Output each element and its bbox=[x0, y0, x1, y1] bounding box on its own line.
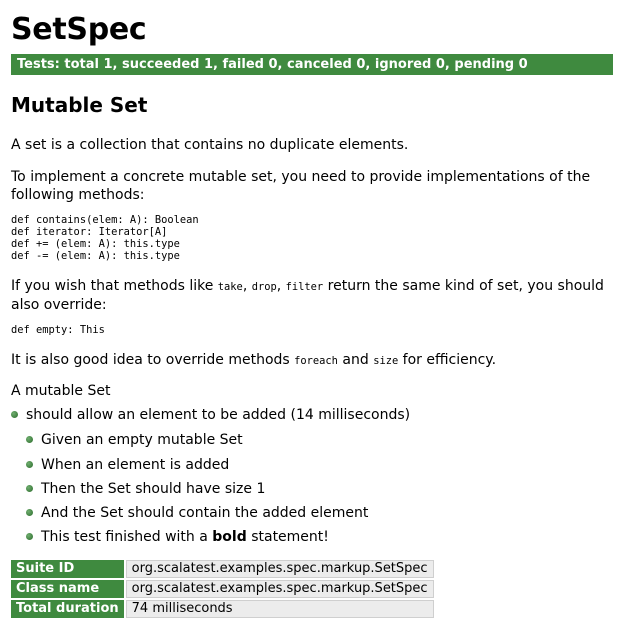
green-dot-icon bbox=[26, 461, 33, 468]
step-text-prefix: This test finished with a bbox=[41, 529, 213, 545]
suite-id-value: org.scalatest.examples.spec.markup.SetSpec bbox=[126, 560, 434, 578]
inline-code-drop: drop bbox=[251, 281, 277, 293]
page-title: SetSpec bbox=[11, 12, 147, 47]
override-sep-2: , bbox=[276, 278, 286, 294]
green-dot-icon bbox=[26, 509, 33, 516]
override-sep-1: , bbox=[242, 278, 252, 294]
efficiency-text-mid: and bbox=[337, 352, 374, 368]
suite-info-table bbox=[9, 558, 436, 620]
efficiency-text-prefix: It is also good idea to override methods bbox=[11, 352, 295, 368]
step-item bbox=[26, 480, 265, 498]
override-paragraph bbox=[11, 277, 613, 314]
green-dot-icon bbox=[11, 411, 18, 418]
green-dot-icon bbox=[26, 485, 33, 492]
total-duration-label: Total duration bbox=[11, 600, 124, 618]
table-row bbox=[11, 600, 434, 618]
step-text: When an element is added bbox=[41, 457, 230, 473]
step-item bbox=[26, 431, 243, 449]
step-item bbox=[26, 528, 329, 546]
total-duration-value: 74 milliseconds bbox=[126, 600, 434, 618]
step-bold-text: bold bbox=[212, 529, 247, 545]
efficiency-paragraph bbox=[11, 351, 613, 370]
class-name-label: Class name bbox=[11, 580, 124, 598]
table-row bbox=[11, 580, 434, 598]
methods-code-block: def contains(elem: A): Boolean def iterator: Iterator[A] def += (elem: A): this.type def -= (elem: A): this.type bbox=[11, 214, 199, 262]
step-item bbox=[26, 456, 229, 474]
table-row bbox=[11, 560, 434, 578]
inline-code-size: size bbox=[373, 355, 399, 367]
test-summary-bar: Tests: total 1, succeeded 1, failed 0, canceled 0, ignored 0, pending 0 bbox=[11, 54, 613, 75]
inline-code-take: take bbox=[217, 281, 243, 293]
step-text: Then the Set should have size 1 bbox=[41, 481, 266, 497]
suite-id-label: Suite ID bbox=[11, 560, 124, 578]
step-item bbox=[26, 504, 368, 522]
feature-title: A mutable Set bbox=[11, 383, 111, 399]
intro-paragraph: A set is a collection that contains no duplicate elements. bbox=[11, 137, 409, 153]
class-name-value: org.scalatest.examples.spec.markup.SetSpec bbox=[126, 580, 434, 598]
step-text-suffix: statement! bbox=[246, 529, 329, 545]
efficiency-text-suffix: for efficiency. bbox=[398, 352, 497, 368]
inline-code-filter: filter bbox=[285, 281, 324, 293]
step-text: And the Set should contain the added element bbox=[41, 505, 369, 521]
step-text: Given an empty mutable Set bbox=[41, 432, 243, 448]
scenario-text: should allow an element to be added (14 milliseconds) bbox=[26, 407, 411, 423]
inline-code-foreach: foreach bbox=[294, 355, 338, 367]
scenario-item bbox=[11, 406, 410, 424]
green-dot-icon bbox=[26, 436, 33, 443]
implementation-paragraph: To implement a concrete mutable set, you need to provide implementations of the following methods: bbox=[11, 169, 591, 203]
empty-code-block: def empty: This bbox=[11, 324, 105, 336]
override-text-prefix: If you wish that methods like bbox=[11, 278, 218, 294]
section-heading: Mutable Set bbox=[11, 93, 148, 117]
green-dot-icon bbox=[26, 533, 33, 540]
override-text-suffix: return the same kind of set, you should also override: bbox=[11, 278, 604, 313]
